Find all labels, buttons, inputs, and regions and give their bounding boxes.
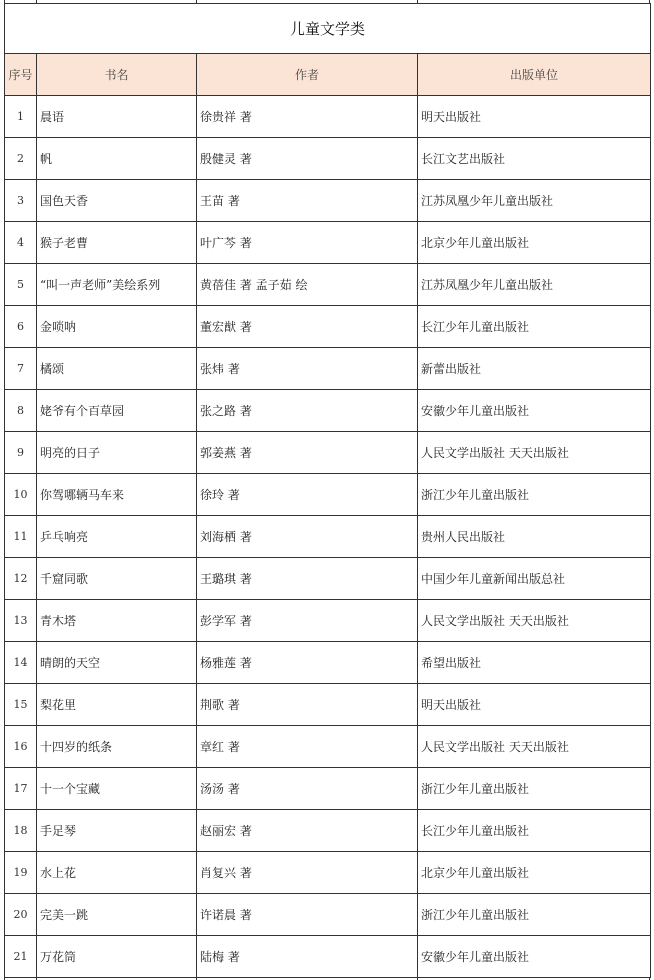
book-title: 晨语 xyxy=(37,96,197,138)
book-author: 郭姜燕 著 xyxy=(197,432,418,474)
table-row xyxy=(5,726,651,768)
book-title: “叫一声老师”美绘系列 xyxy=(37,264,197,306)
table-row xyxy=(5,516,651,558)
row-index: 16 xyxy=(5,726,37,768)
book-author: 刘海栖 著 xyxy=(197,516,418,558)
column-header-publisher: 出版单位 xyxy=(418,54,651,96)
table-row xyxy=(5,138,651,180)
book-author: 肖复兴 著 xyxy=(197,852,418,894)
book-title: 手足琴 xyxy=(37,810,197,852)
book-author: 张炜 著 xyxy=(197,348,418,390)
book-publisher: 长江少年儿童出版社 xyxy=(418,306,651,348)
table-row xyxy=(5,432,651,474)
table-row xyxy=(5,894,651,936)
column-header-author: 作者 xyxy=(197,54,418,96)
table-row xyxy=(5,558,651,600)
book-publisher: 明天出版社 xyxy=(418,96,651,138)
row-index: 3 xyxy=(5,180,37,222)
book-title: 你驾哪辆马车来 xyxy=(37,474,197,516)
table-row xyxy=(5,852,651,894)
row-index: 12 xyxy=(5,558,37,600)
book-title: 梨花里 xyxy=(37,684,197,726)
row-index: 2 xyxy=(5,138,37,180)
book-author: 徐贵祥 著 xyxy=(197,96,418,138)
book-author: 章红 著 xyxy=(197,726,418,768)
table-row xyxy=(5,348,651,390)
column-header-index: 序号 xyxy=(5,54,37,96)
book-title: 猴子老曹 xyxy=(37,222,197,264)
book-author: 殷健灵 著 xyxy=(197,138,418,180)
book-author: 董宏猷 著 xyxy=(197,306,418,348)
row-index: 10 xyxy=(5,474,37,516)
table-row xyxy=(5,474,651,516)
book-publisher: 长江文艺出版社 xyxy=(418,138,651,180)
book-author: 王璐琪 著 xyxy=(197,558,418,600)
book-author: 张之路 著 xyxy=(197,390,418,432)
row-index: 5 xyxy=(5,264,37,306)
book-publisher: 江苏凤凰少年儿童出版社 xyxy=(418,264,651,306)
row-index: 18 xyxy=(5,810,37,852)
book-author: 许诺晨 著 xyxy=(197,894,418,936)
table-row xyxy=(5,180,651,222)
row-index: 11 xyxy=(5,516,37,558)
book-author: 汤汤 著 xyxy=(197,768,418,810)
row-index: 19 xyxy=(5,852,37,894)
book-title: 乒乓响亮 xyxy=(37,516,197,558)
book-author: 徐玲 著 xyxy=(197,474,418,516)
book-title: 帆 xyxy=(37,138,197,180)
row-index: 20 xyxy=(5,894,37,936)
book-publisher: 人民文学出版社 天天出版社 xyxy=(418,726,651,768)
row-index: 15 xyxy=(5,684,37,726)
book-publisher: 北京少年儿童出版社 xyxy=(418,222,651,264)
book-title: 晴朗的天空 xyxy=(37,642,197,684)
book-title: 完美一跳 xyxy=(37,894,197,936)
book-publisher: 希望出版社 xyxy=(418,642,651,684)
book-author: 荆歌 著 xyxy=(197,684,418,726)
book-publisher: 浙江少年儿童出版社 xyxy=(418,768,651,810)
book-publisher: 长江少年儿童出版社 xyxy=(418,810,651,852)
row-index: 17 xyxy=(5,768,37,810)
book-publisher: 新蕾出版社 xyxy=(418,348,651,390)
table-row xyxy=(5,222,651,264)
table-row xyxy=(5,600,651,642)
book-title: 国色天香 xyxy=(37,180,197,222)
table-row xyxy=(5,684,651,726)
row-index: 6 xyxy=(5,306,37,348)
row-index: 9 xyxy=(5,432,37,474)
book-publisher: 安徽少年儿童出版社 xyxy=(418,390,651,432)
book-author: 王苗 著 xyxy=(197,180,418,222)
book-author: 陆梅 著 xyxy=(197,936,418,978)
book-publisher: 浙江少年儿童出版社 xyxy=(418,474,651,516)
table-row xyxy=(5,96,651,138)
row-index: 21 xyxy=(5,936,37,978)
table-row xyxy=(5,390,651,432)
row-index: 8 xyxy=(5,390,37,432)
book-title: 十四岁的纸条 xyxy=(37,726,197,768)
book-title: 水上花 xyxy=(37,852,197,894)
row-index: 4 xyxy=(5,222,37,264)
book-publisher: 中国少年儿童新闻出版总社 xyxy=(418,558,651,600)
table-row xyxy=(5,642,651,684)
header-row xyxy=(5,54,651,96)
book-title: 明亮的日子 xyxy=(37,432,197,474)
book-title: 青木塔 xyxy=(37,600,197,642)
book-title: 十一个宝藏 xyxy=(37,768,197,810)
table-row xyxy=(5,936,651,978)
row-index: 7 xyxy=(5,348,37,390)
table-row xyxy=(5,306,651,348)
book-author: 彭学军 著 xyxy=(197,600,418,642)
book-title: 千窟同歌 xyxy=(37,558,197,600)
table-row xyxy=(5,768,651,810)
book-publisher: 贵州人民出版社 xyxy=(418,516,651,558)
column-header-title: 书名 xyxy=(37,54,197,96)
book-author: 叶广芩 著 xyxy=(197,222,418,264)
book-publisher: 浙江少年儿童出版社 xyxy=(418,894,651,936)
book-publisher: 北京少年儿童出版社 xyxy=(418,852,651,894)
book-title: 金唢呐 xyxy=(37,306,197,348)
book-publisher: 明天出版社 xyxy=(418,684,651,726)
section-title: 儿童文学类 xyxy=(5,4,651,54)
book-author: 赵丽宏 著 xyxy=(197,810,418,852)
book-publisher: 人民文学出版社 天天出版社 xyxy=(418,432,651,474)
book-publisher: 江苏凤凰少年儿童出版社 xyxy=(418,180,651,222)
book-publisher: 人民文学出版社 天天出版社 xyxy=(418,600,651,642)
book-author: 黄蓓佳 著 孟子茹 绘 xyxy=(197,264,418,306)
table-row xyxy=(5,810,651,852)
book-list-table xyxy=(4,3,651,978)
row-index: 1 xyxy=(5,96,37,138)
book-author: 杨雅莲 著 xyxy=(197,642,418,684)
book-publisher: 安徽少年儿童出版社 xyxy=(418,936,651,978)
row-index: 14 xyxy=(5,642,37,684)
book-title: 万花筒 xyxy=(37,936,197,978)
book-title: 橘颂 xyxy=(37,348,197,390)
row-index: 13 xyxy=(5,600,37,642)
table-row xyxy=(5,264,651,306)
book-title: 姥爷有个百草园 xyxy=(37,390,197,432)
